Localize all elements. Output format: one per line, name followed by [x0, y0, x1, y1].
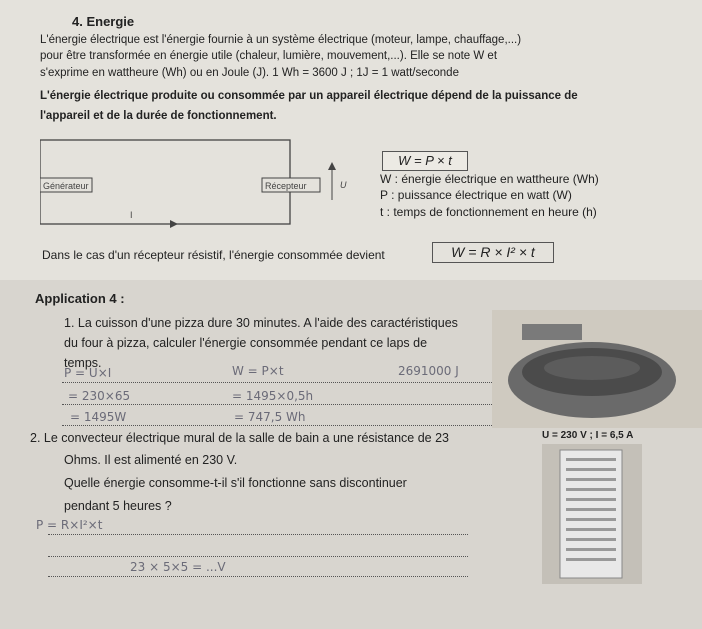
- handwriting-6: = 1495W: [70, 410, 127, 424]
- question-2-line-3: Quelle énergie consomme-t-il s'il fonctionne sans discontinuer: [64, 476, 407, 490]
- generator-label: Générateur: [43, 181, 89, 191]
- bold-line-1: L'énergie électrique produite ou consommée par un appareil électrique dépend de la puissance de: [40, 90, 578, 102]
- question-2-line-1: 2. Le convecteur électrique mural de la salle de bain a une résistance de 23: [30, 431, 450, 445]
- section-title: 4. Energie: [72, 14, 135, 29]
- question-2-line-2: Ohms. Il est alimenté en 230 V.: [64, 453, 238, 467]
- definition-p: P : puissance électrique en watt (W): [380, 188, 572, 202]
- main-formula: W = P × t: [382, 151, 468, 171]
- question-1-line-2: du four à pizza, calculer l'énergie consommée pendant ce laps de: [64, 336, 428, 350]
- answer-line-2: [62, 404, 492, 405]
- answer-line-1: [62, 382, 492, 383]
- answer-line-3: [62, 425, 492, 426]
- question-2-line-4: pendant 5 heures ?: [64, 499, 172, 513]
- answer-line-4: [48, 534, 468, 535]
- intro-line-3: s'exprime en wattheure (Wh) ou en Joule (J). 1 Wh = 3600 J ; 1J = 1 watt/seconde: [40, 67, 459, 79]
- handwriting-4: = 230×65: [68, 389, 131, 403]
- handwriting-9: 23 × 5×5 = ...V: [130, 560, 226, 574]
- definition-w: W : énergie électrique en wattheure (Wh): [380, 172, 599, 186]
- handwriting-5: = 1495×0,5h: [232, 389, 314, 403]
- question-1-line-3: temps.: [64, 356, 102, 370]
- handwriting-1: P = U×I: [64, 366, 112, 380]
- answer-line-6: [48, 576, 468, 577]
- voltage-label: U: [340, 180, 347, 190]
- receiver-label: Récepteur: [265, 181, 307, 191]
- pizza-oven-image: [492, 310, 702, 428]
- handwriting-8: P = R×I²×t: [36, 518, 103, 532]
- current-label: I: [130, 210, 133, 220]
- answer-line-5: [48, 556, 468, 557]
- voltage-arrow-head: [328, 162, 336, 170]
- convector-image: [542, 444, 642, 584]
- definition-t: t : temps de fonctionnement en heure (h): [380, 205, 597, 219]
- intro-line-1: L'énergie électrique est l'énergie fournie à un système électrique (moteur, lampe, chauffage,...): [40, 34, 522, 46]
- circuit-diagram: [40, 138, 370, 248]
- resistive-formula: W = R × I² × t: [432, 242, 554, 263]
- question-1-line-1: 1. La cuisson d'une pizza dure 30 minutes. A l'aide des caractéristiques: [64, 316, 458, 330]
- handwriting-7: = 747,5 Wh: [234, 410, 306, 424]
- bold-line-2: l'appareil et de la durée de fonctionnement.: [40, 110, 277, 122]
- handwriting-2: W = P×t: [232, 364, 284, 378]
- intro-line-2: pour être transformée en énergie utile (chaleur, lumière, mouvement,...). Elle se note W et: [40, 50, 498, 62]
- oven-characteristics: U = 230 V ; I = 6,5 A: [542, 430, 634, 441]
- handwriting-3: 2691000 J: [398, 364, 459, 378]
- current-arrow: [170, 220, 178, 228]
- resistive-text: Dans le cas d'un récepteur résistif, l'énergie consommée devient: [42, 248, 385, 262]
- application-title: Application 4 :: [35, 291, 125, 306]
